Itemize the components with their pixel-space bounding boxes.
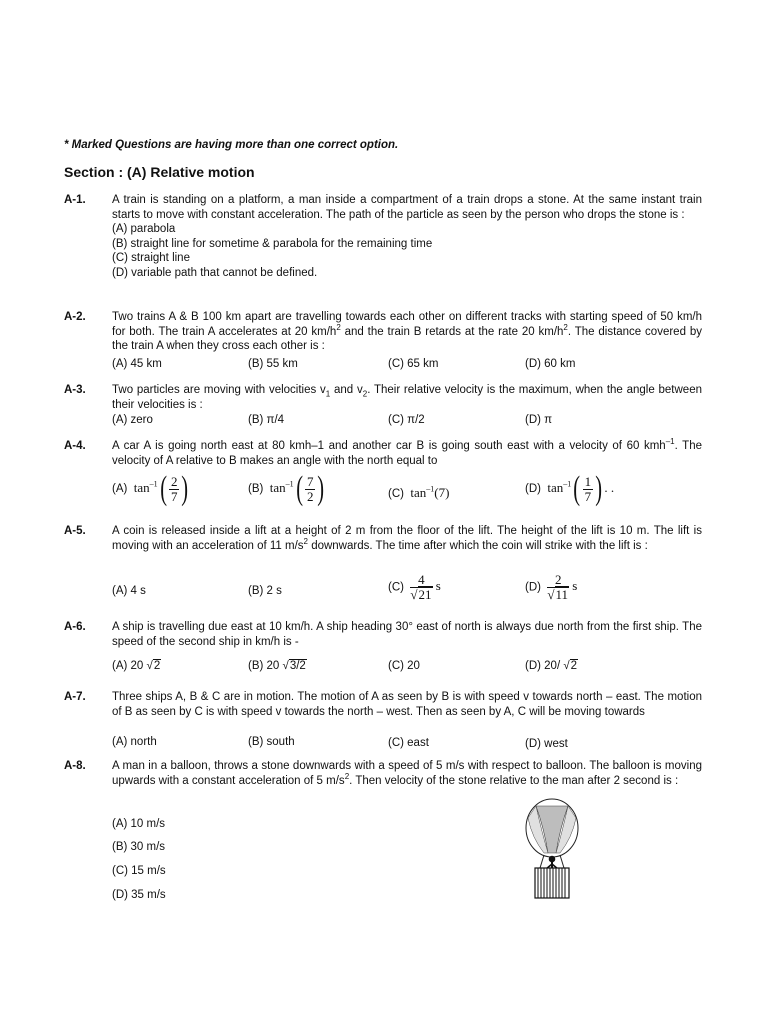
option-c: (C) straight line: [112, 252, 190, 264]
option-d: (D) π: [525, 414, 553, 426]
marked-questions-note: * Marked Questions are having more than one correct option.: [64, 139, 399, 151]
option-b: (B) 2 s: [248, 585, 282, 597]
fraction: $\frac{7}{2}$: [306, 473, 314, 504]
fraction: $\frac{2}{7}$: [170, 473, 178, 504]
option-c: (C) $\tan^{-1}(7)$: [388, 484, 450, 500]
option-b: (B) south: [248, 736, 295, 748]
option-c: (C) $\frac{4}{√21}$ s: [388, 572, 441, 602]
hot-air-balloon-illustration: [522, 798, 586, 908]
option-b: (B) 30 m/s: [112, 841, 166, 853]
question-text: A ship is travelling due east at 10 km/h. A ship heading 30° east of north is always due north from the first ship. The speed of the second ship in km/h is -: [112, 621, 702, 648]
question-number: A-6.: [64, 621, 86, 633]
option-a: (A) 20 √2: [112, 660, 161, 672]
question-number: A-7.: [64, 691, 86, 703]
option-c: (C) 20: [388, 660, 420, 672]
option-b: (B) straight line for sometime & parabola for the remaining time: [112, 237, 433, 250]
option-c: (C) π/2: [388, 414, 425, 426]
question-text: Two particles are moving with velocities $v_1$ and $v_2$. Their relative velocity is the maximum, when the angle between their velocities is :: [112, 384, 702, 411]
question-text: Three ships A, B & C are in motion. The motion of A as seen by B is with speed v towards north – east. The motion of B as seen by C is with speed v towards the north – west. Then as seen by A, C will be moving towards: [112, 691, 702, 718]
option-b: (B) $\tan^{-1}$( $\frac{7}{2}$ ): [248, 470, 325, 507]
question-number: A-2.: [64, 311, 86, 323]
option-d: (D) west: [525, 738, 568, 750]
question-text: A car A is going north east at 80 kmh–1 and another car B is going south east with a velocity of 60 kmh$^{-1}$. The velocity of A relative to B makes an angle with the north equal to: [112, 437, 703, 467]
fraction: $\frac{1}{7}$: [584, 473, 592, 504]
option-a: (A) north: [112, 736, 157, 748]
section-title: Section : (A) Relative motion: [64, 164, 255, 180]
question-text: Two trains A & B 100 km apart are travelling towards each other on different tracks with starting speed of 50 km/h for both. The train A accelerates at 20 $km/h^2$ and the train B retards at the rate 20 $km/h^2$. The distance covered by the train A when they cross each other is :: [112, 311, 702, 352]
option-a: (A) 4 s: [112, 585, 146, 597]
option-c: (C) 15 m/s: [112, 865, 166, 877]
option-a: (A) parabola: [112, 223, 176, 235]
option-c: (C) 65 km: [388, 358, 439, 370]
option-b: (B) π/4: [248, 414, 285, 426]
question-text: A man in a balloon, throws a stone downwards with a speed of 5 m/s with respect to balloon. The balloon is moving upwards with a constant acceleration of 5 $m/s^2$. Then velocity of the stone relative to the man after 2 second is :: [112, 760, 702, 787]
question-number: A-3.: [64, 384, 86, 396]
option-a: (A) zero: [112, 414, 153, 426]
fraction: $\frac{2}{√11}$: [547, 572, 569, 602]
option-d: (D) 35 m/s: [112, 889, 166, 901]
option-d: (D) 20/ √2: [525, 660, 578, 672]
option-c: (C) east: [388, 737, 429, 749]
fraction: $\frac{4}{√21}$: [410, 572, 432, 602]
question-text: A train is standing on a platform, a man inside a compartment of a train drops a stone. At the same instant train starts to move with constant acceleration. The path of the particle as seen by the person who drops the stone is :: [112, 194, 702, 221]
question-text: A coin is released inside a lift at a height of 2 m from the floor of the lift. The height of the lift is 10 m. The lift is moving with an acceleration of 11 $m/s^2$ downwards. The time after which the coin will strike with the lift is :: [112, 525, 702, 552]
option-d: (D) $\frac{2}{√11}$ s: [525, 572, 578, 602]
option-d: (D) $\tan^{-1}$( $\frac{1}{7}$ ) . .: [525, 470, 615, 507]
option-a: (A) 10 m/s: [112, 818, 166, 830]
question-number: A-4.: [64, 440, 86, 452]
question-number: A-8.: [64, 760, 86, 772]
option-a: (A) 45 km: [112, 358, 162, 370]
option-b: (B) 55 km: [248, 358, 298, 370]
option-d: (D) variable path that cannot be defined.: [112, 266, 318, 279]
option-b: (B) 20 √3/2: [248, 660, 306, 672]
option-a: (A) $\tan^{-1}$( $\frac{2}{7}$ ): [112, 470, 189, 507]
option-d: (D) 60 km: [525, 358, 576, 370]
question-number: A-1.: [64, 194, 86, 206]
question-number: A-5.: [64, 525, 86, 537]
